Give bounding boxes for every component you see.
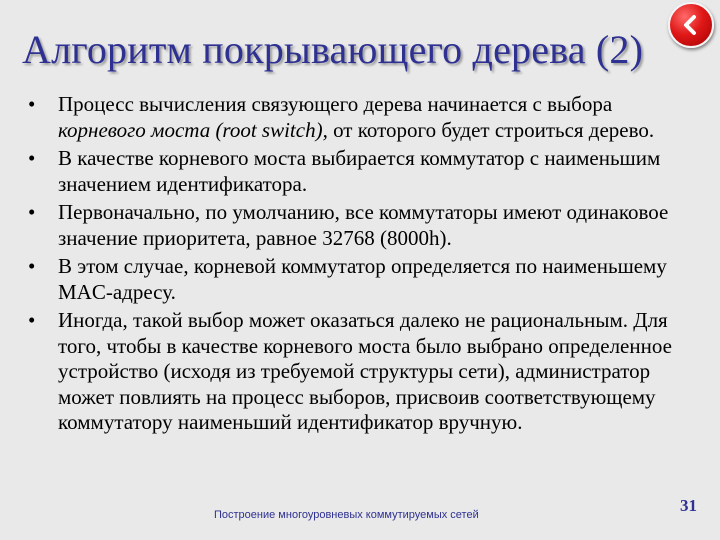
bullet-text: Процесс вычисления связующего дерева начинается с выбора <box>58 92 613 116</box>
bullet-text: Первоначально, по умолчанию, все коммутаторы имеют одинаковое значение приоритета, равное 32768 (8000h). <box>58 200 669 250</box>
bullet-text: от которого будет строиться дерево. <box>327 117 655 142</box>
bullet-marker: • <box>28 92 36 116</box>
bullet-list <box>28 92 688 439</box>
bullet-marker: • <box>28 308 36 332</box>
bullet-marker: • <box>28 146 36 170</box>
slide-title: Алгоритм покрывающего дерева (2) <box>22 27 644 72</box>
bullet-item <box>28 92 688 143</box>
chevron-left-icon <box>680 14 702 36</box>
page-number: 31 <box>680 496 697 515</box>
bullet-item <box>28 200 688 251</box>
bullet-text: В качестве корневого моста выбирается коммутатор с наименьшим значением идентификатора. <box>58 146 661 196</box>
slide-footer: Построение многоуровневых коммутируемых сетей <box>214 509 479 521</box>
bullet-text-italic: корневого моста (root switch), <box>58 117 328 142</box>
bullet-item <box>28 254 688 305</box>
bullet-item <box>28 308 688 436</box>
bullet-marker: • <box>28 254 36 278</box>
bullet-marker: • <box>28 200 36 224</box>
bullet-text: Иногда, такой выбор может оказаться далеко не рациональным. Для того, чтобы в качестве корневого моста было выбрано определенное устройство (исходя из требуемой структуры сети), администратор может повлиять на процесс выборов, присвоив соответствующему коммутатору наименьший идентификатор вручную. <box>58 308 672 434</box>
bullet-item <box>28 146 688 197</box>
back-button[interactable] <box>668 2 714 48</box>
bullet-text: В этом случае, корневой коммутатор определяется по наименьшему MAC-адресу. <box>58 254 667 304</box>
